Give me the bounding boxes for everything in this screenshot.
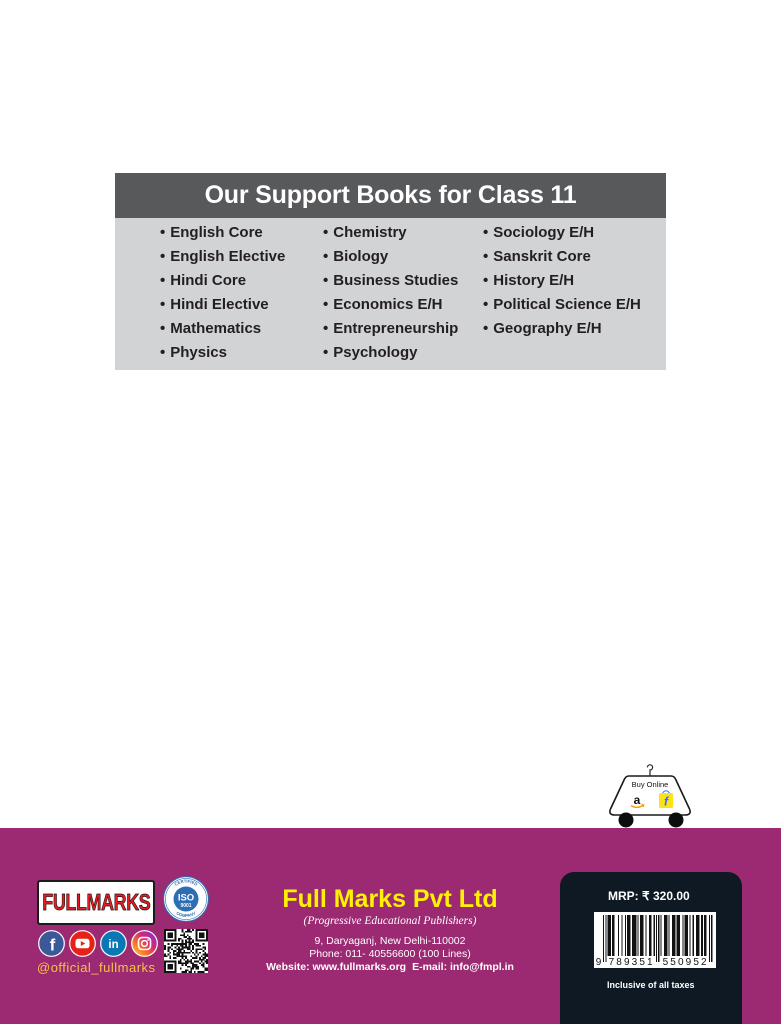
social-handle: @official_fullmarks xyxy=(37,960,156,975)
barcode-bar xyxy=(654,915,655,956)
publisher-contact xyxy=(190,961,590,974)
barcode-bar xyxy=(627,915,630,956)
barcode-bar xyxy=(649,915,651,956)
instagram-icon xyxy=(131,930,158,957)
iso-standard: ISO xyxy=(177,892,195,904)
barcode-digits-right: 550952 xyxy=(662,957,707,968)
barcode-bar xyxy=(709,915,710,962)
book-item: • Geography E/H xyxy=(483,317,641,341)
barcode-bars xyxy=(603,915,712,962)
amazon-glyph: a xyxy=(633,793,641,807)
barcode-bar xyxy=(612,915,614,956)
barcode-bar xyxy=(625,915,626,956)
tag-wheel-left xyxy=(619,813,634,828)
book-item: • Economics E/H xyxy=(323,293,458,317)
book-item: • Hindi Elective xyxy=(160,293,285,317)
tag-wheel-right xyxy=(669,813,684,828)
barcode-graphic xyxy=(594,912,716,968)
barcode-bar xyxy=(656,915,657,962)
barcode-bar xyxy=(701,915,703,956)
youtube-icon xyxy=(69,930,96,957)
book-column-2 xyxy=(323,221,458,365)
book-item: • Physics xyxy=(160,341,285,365)
barcode-bar xyxy=(640,915,643,956)
iso-ring-top: CERTIFIED xyxy=(173,878,199,887)
mrp-label: MRP: ₹ 320.00 xyxy=(608,889,690,903)
facebook-glyph: f xyxy=(49,935,56,955)
publisher-phone: Phone: 011- 40556600 (100 Lines) xyxy=(309,948,471,960)
book-item: • Entrepreneurship xyxy=(323,317,458,341)
social-icons xyxy=(38,930,158,957)
support-books-list xyxy=(115,218,666,370)
book-item: • Political Science E/H xyxy=(483,293,641,317)
iso-ring-bottom: COMPANY xyxy=(175,910,197,919)
barcode-bar xyxy=(711,915,712,962)
barcode-bar xyxy=(638,915,639,956)
book-item: • History E/H xyxy=(483,269,641,293)
publisher-address: 9, Daryaganj, New Delhi-110002 xyxy=(314,935,466,947)
barcode-bar xyxy=(685,915,688,956)
buy-online-label: Buy Online xyxy=(631,780,669,789)
linkedin-icon xyxy=(100,930,127,957)
hook-icon xyxy=(647,765,652,776)
fullmarks-logo xyxy=(37,880,155,925)
flipkart-glyph: f xyxy=(664,794,668,809)
barcode-bar xyxy=(677,915,680,956)
barcode-bar xyxy=(632,915,637,956)
book-column-3 xyxy=(483,221,641,341)
isbn-barcode xyxy=(594,912,716,968)
publisher-email: E-mail: info@fmpl.in xyxy=(412,961,514,973)
barcode-bar xyxy=(605,915,606,962)
barcode-bar xyxy=(696,915,699,956)
barcode-bar xyxy=(646,915,647,956)
barcode-bar xyxy=(704,915,706,956)
price-box xyxy=(560,872,742,1024)
book-column-1 xyxy=(160,221,285,365)
facebook-icon xyxy=(38,930,65,957)
barcode-bar xyxy=(669,915,670,956)
support-books-panel xyxy=(115,173,666,370)
book-item: • English Elective xyxy=(160,245,285,269)
flipkart-icon xyxy=(659,791,673,809)
publisher-website: Website: www.fullmarks.org xyxy=(266,961,407,973)
barcode-bar xyxy=(661,915,662,956)
publisher-footer xyxy=(0,828,781,1024)
book-item: • Mathematics xyxy=(160,317,285,341)
linkedin-glyph: in xyxy=(108,938,119,951)
book-item: • Sanskrit Core xyxy=(483,245,641,269)
book-item: • Psychology xyxy=(323,341,458,365)
publisher-tagline: (Progressive Educational Publishers) xyxy=(303,915,477,927)
barcode-digits-left: 789351 xyxy=(608,957,653,968)
publisher-name: Full Marks Pvt Ltd xyxy=(282,885,498,913)
book-item: • Business Studies xyxy=(323,269,458,293)
barcode-bar xyxy=(618,915,619,956)
barcode-bar xyxy=(672,915,675,956)
barcode-bar xyxy=(693,915,694,956)
iso-number: 9001 xyxy=(180,903,192,909)
book-item: • Chemistry xyxy=(323,221,458,245)
barcode-bar xyxy=(608,915,611,956)
barcode-bar xyxy=(682,915,683,956)
barcode-bar xyxy=(664,915,667,956)
barcode-bar xyxy=(603,915,604,962)
logo-text: FULLMARKS xyxy=(41,889,151,915)
barcode-bar xyxy=(689,915,690,956)
book-item: • Hindi Core xyxy=(160,269,285,293)
book-item: • Biology xyxy=(323,245,458,269)
barcode-bar xyxy=(621,915,622,956)
barcode-digit-lead: 9 xyxy=(595,957,602,968)
tax-note: Inclusive of all taxes xyxy=(607,980,695,990)
barcode-bar xyxy=(658,915,659,962)
book-item: • Sociology E/H xyxy=(483,221,641,245)
support-books-title: Our Support Books for Class 11 xyxy=(115,173,666,218)
book-item: • English Core xyxy=(160,221,285,245)
buy-online-tag xyxy=(600,760,700,828)
